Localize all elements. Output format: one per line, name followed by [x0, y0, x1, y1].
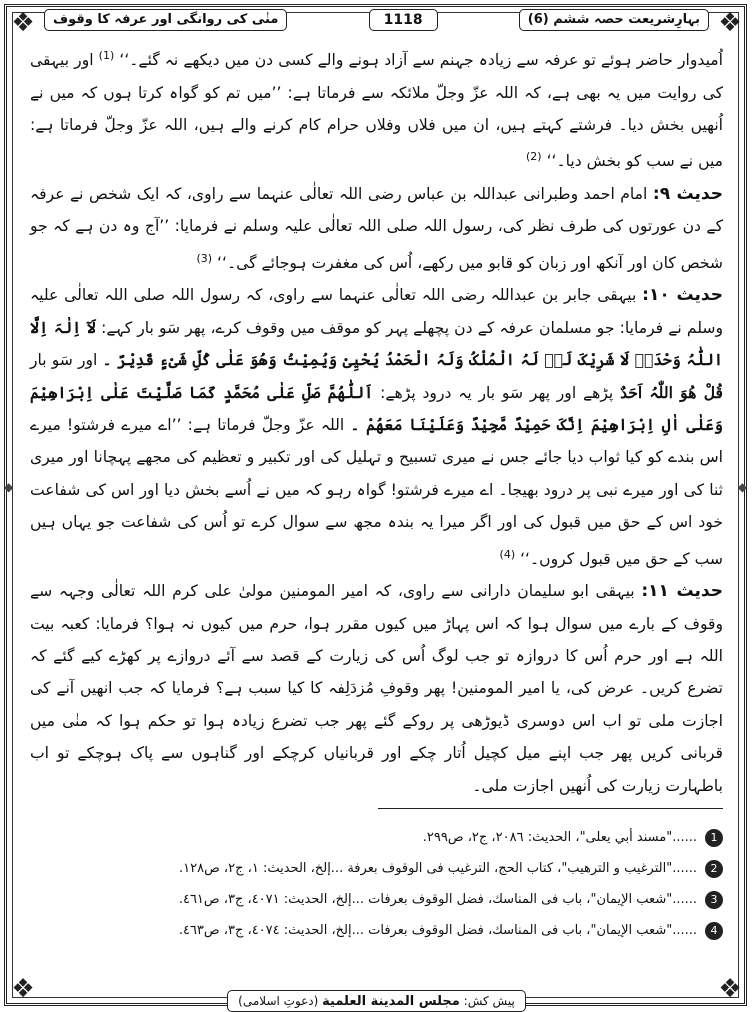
hadith-text: پڑھے اور پھر سَو بار یہ درود پڑھے: [380, 383, 614, 402]
corner-ornament-icon: ❖ [718, 974, 742, 1004]
hadith-text: بیہقی ابو سلیمان دارانی سے راوی، کہ امیر المومنین مولیٰ علی کرم اللہ تعالٰی وجہہ سے وقوف کے بارے میں سوال ہوا کہ اس پہاڑ میں کیوں مقرر ہوا، حرم میں کیوں نہ ہوا؟ فرمایا: کعبہ بیت اللہ ہے اور حرم اُس کا دروازہ تو جب لوگ اُس کی زیارت کے قصد سے آئے دروازے پر کھڑے کیے گئے کہ تضرع کریں۔ عرض کی، یا امیر المومنین! پھر وقوفِ مُزدَلِفہ کا کیا سبب ہے؟ فرمایا کہ جب انھیں آنے کی اجازت ملی تو اب اس دوسری ڈیوڑھی پر روکے گئے پھر جب تضرع زیادہ ہوا تو حکم ہوا کہ منٰی میں قربانی کریں پھر جب اپنے میل کچیل اُتار چکے اور قربانیاں کرچکے اور گناہوں سے پاک ہوچکے تو اب باطہارت زیارت کی اُنھیں اجازت ملی۔ [30, 582, 723, 795]
hadith-text: بیہقی جابر بن عبداللہ رضی اللہ تعالٰی عنہما سے راوی، کہ رسول اللہ صلی اللہ تعالٰی علیہ وسلم نے فرمایا: جو مسلمان عرفہ کے دن پچھلے پہر کو موقف میں وقوف کرے، پھر سَو بار کہے: [30, 286, 723, 337]
side-ornament-icon: ◆ [737, 480, 749, 494]
hadith-9 [30, 178, 723, 279]
arabic-surah: قُلْ ھُوَ اللّٰہُ اَحَدٌ [620, 382, 723, 402]
chapter-title-badge: منٰی کی روانگی اور عرفہ کا وقوف [44, 9, 287, 31]
footnote-reference: (1) [98, 49, 115, 62]
footnote-number-badge: 4 [705, 922, 723, 940]
footnotes [30, 822, 723, 946]
footnote-item [30, 884, 723, 915]
paragraph-text: اور بیہقی کی روایت میں یہ بھی ہے، کہ اللہ عزّ وجلّ ملائکہ سے فرماتا ہے: ’’میں تم کو گواہ کرتا ہوں کہ میں نے اُنھیں بخش دیا۔ فرشتے کہتے ہیں، ان میں فلاں وفلاں حرام کام کرنے والے ہیں، اللہ عزّ وجلّ فرماتا ہے: میں نے سب کو بخش دیا۔‘‘ [30, 51, 723, 171]
footer-prefix: پیش کش: [463, 994, 515, 1008]
footnote-number-badge: 2 [705, 860, 723, 878]
hadith-label: حدیث ۹: [652, 184, 723, 204]
paragraph-intro [30, 40, 723, 178]
footnote-text: ......"شعب الإيمان"، باب فى المناسك، فضل الوقوف بعرفات ...إلخ، الحديث: ٤٠٧١، ج٣، ص٤٦١. [178, 892, 697, 907]
footnote-text: ......"الترغيب و الترهيب"، كتاب الحج، الترغيب فى الوقوف بعرفة ...إلخ، الحديث: ١، ج٢، ص١٢٨. [178, 861, 697, 876]
footnote-item [30, 822, 723, 853]
page-header [44, 8, 709, 32]
publisher-name: مجلس المدينة العلمية [322, 994, 460, 1009]
corner-ornament-icon: ❖ [11, 974, 35, 1004]
corner-ornament-icon: ❖ [718, 8, 742, 38]
hadith-label: حدیث ۱۱: [641, 581, 723, 602]
arabic-durood: اَللّٰھُمَّ صَلِّ عَلٰی مُحَمَّدٍ کَمَا صَلَّیْتَ عَلٰی اِبْرَاھِیْمَ وَعَلٰی اٰلِ اِبْرَاھِیْمَ اِنَّکَ حَمِیْدٌ مَّجِیْدٌ وَعَلَیْنَا مَعَھُمْ ۔ [30, 382, 723, 435]
hadith-10 [30, 279, 723, 575]
footnote-number-badge: 1 [705, 829, 723, 847]
side-ornament-icon: ◆ [4, 480, 16, 494]
page-number: 1118 [369, 9, 438, 31]
book-title-badge: بہارِشریعت حصہ ششم (6) [519, 9, 709, 31]
footnote-item [30, 915, 723, 946]
footnote-text: ......"مسند أبي يعلى"، الحديث: ٢٠٨٦، ج٢، ص٢٩٩. [422, 830, 697, 845]
hadith-11 [30, 575, 723, 802]
arabic-dhikr: لَآ اِلٰہَ اِلَّا اللّٰہُ وَحْدَہٗ لَا شَرِیْکَ لَہٗ لَہُ الْمُلْکُ وَلَہُ الْحَمْدُ یُحْیِیْ وَیُمِیْتُ وَھُوَ عَلٰی کُلِّ شَیْءٍ قَدِیْرٌ ۔ [30, 317, 723, 370]
paragraph-text: اُمیدوار حاضر ہوئے تو عرفہ سے زیادہ جہنم سے آزاد ہونے والے کسی دن میں دیکھے نہ گئے۔‘‘ [119, 51, 723, 70]
footnote-divider [378, 808, 723, 809]
footnote-reference: (2) [526, 150, 542, 164]
hadith-text: اور سَو بار [30, 351, 98, 370]
footnote-item [30, 853, 723, 884]
footnote-reference: (3) [196, 251, 213, 265]
hadith-label: حدیث ۱۰: [642, 285, 723, 306]
footnote-reference: (4) [499, 547, 516, 561]
footnote-number-badge: 3 [705, 891, 723, 909]
hadith-text: اللہ عزّ وجلّ فرماتا ہے: ’’اے میرے فرشتو! میرے اس بندے کو کیا ثواب دیا جائے جس نے میری تسبیح و تہلیل کی اور تکبیر و تعظیم کی مجھے پہچانا اور میری ثنا کی اور میرے نبی پر درود بھیجا۔ اے میرے فرشتو! گواہ رہو کہ میں نے اُسے بخش دیا اور اس کی شفاعت خود اس کے حق میں قبول کی اور اگر میرا یہ بندہ مجھ سے سوال کرے تو اُس کی شفاعت جو یہاں ہیں سب کے حق میں قبول کروں۔‘‘ [30, 416, 723, 568]
publisher-badge [227, 990, 526, 1012]
corner-ornament-icon: ❖ [11, 8, 35, 38]
publisher-affiliation: (دعوتِ اسلامی) [238, 994, 319, 1008]
main-text [30, 40, 723, 802]
footnote-text: ......"شعب الإيمان"، باب فى المناسك، فضل الوقوف بعرفات ...إلخ، الحديث: ٤٠٧٤، ج٣، ص٤٦٣. [178, 923, 697, 938]
page-footer [0, 990, 753, 1012]
hadith-text: امام احمد وطبرانی عبداللہ بن عباس رضی اللہ تعالٰی عنہما سے راوی، کہ ایک شخص نے عرفہ کے دن عورتوں کی طرف نظر کی، رسول اللہ صلی اللہ تعالٰی علیہ وسلم نے فرمایا: ’’آج وہ دن ہے کہ جو شخص کان اور آنکھ اور زبان کو قابو میں رکھے، اُس کی مغفرت ہوجائے گی۔‘‘ [30, 185, 723, 272]
